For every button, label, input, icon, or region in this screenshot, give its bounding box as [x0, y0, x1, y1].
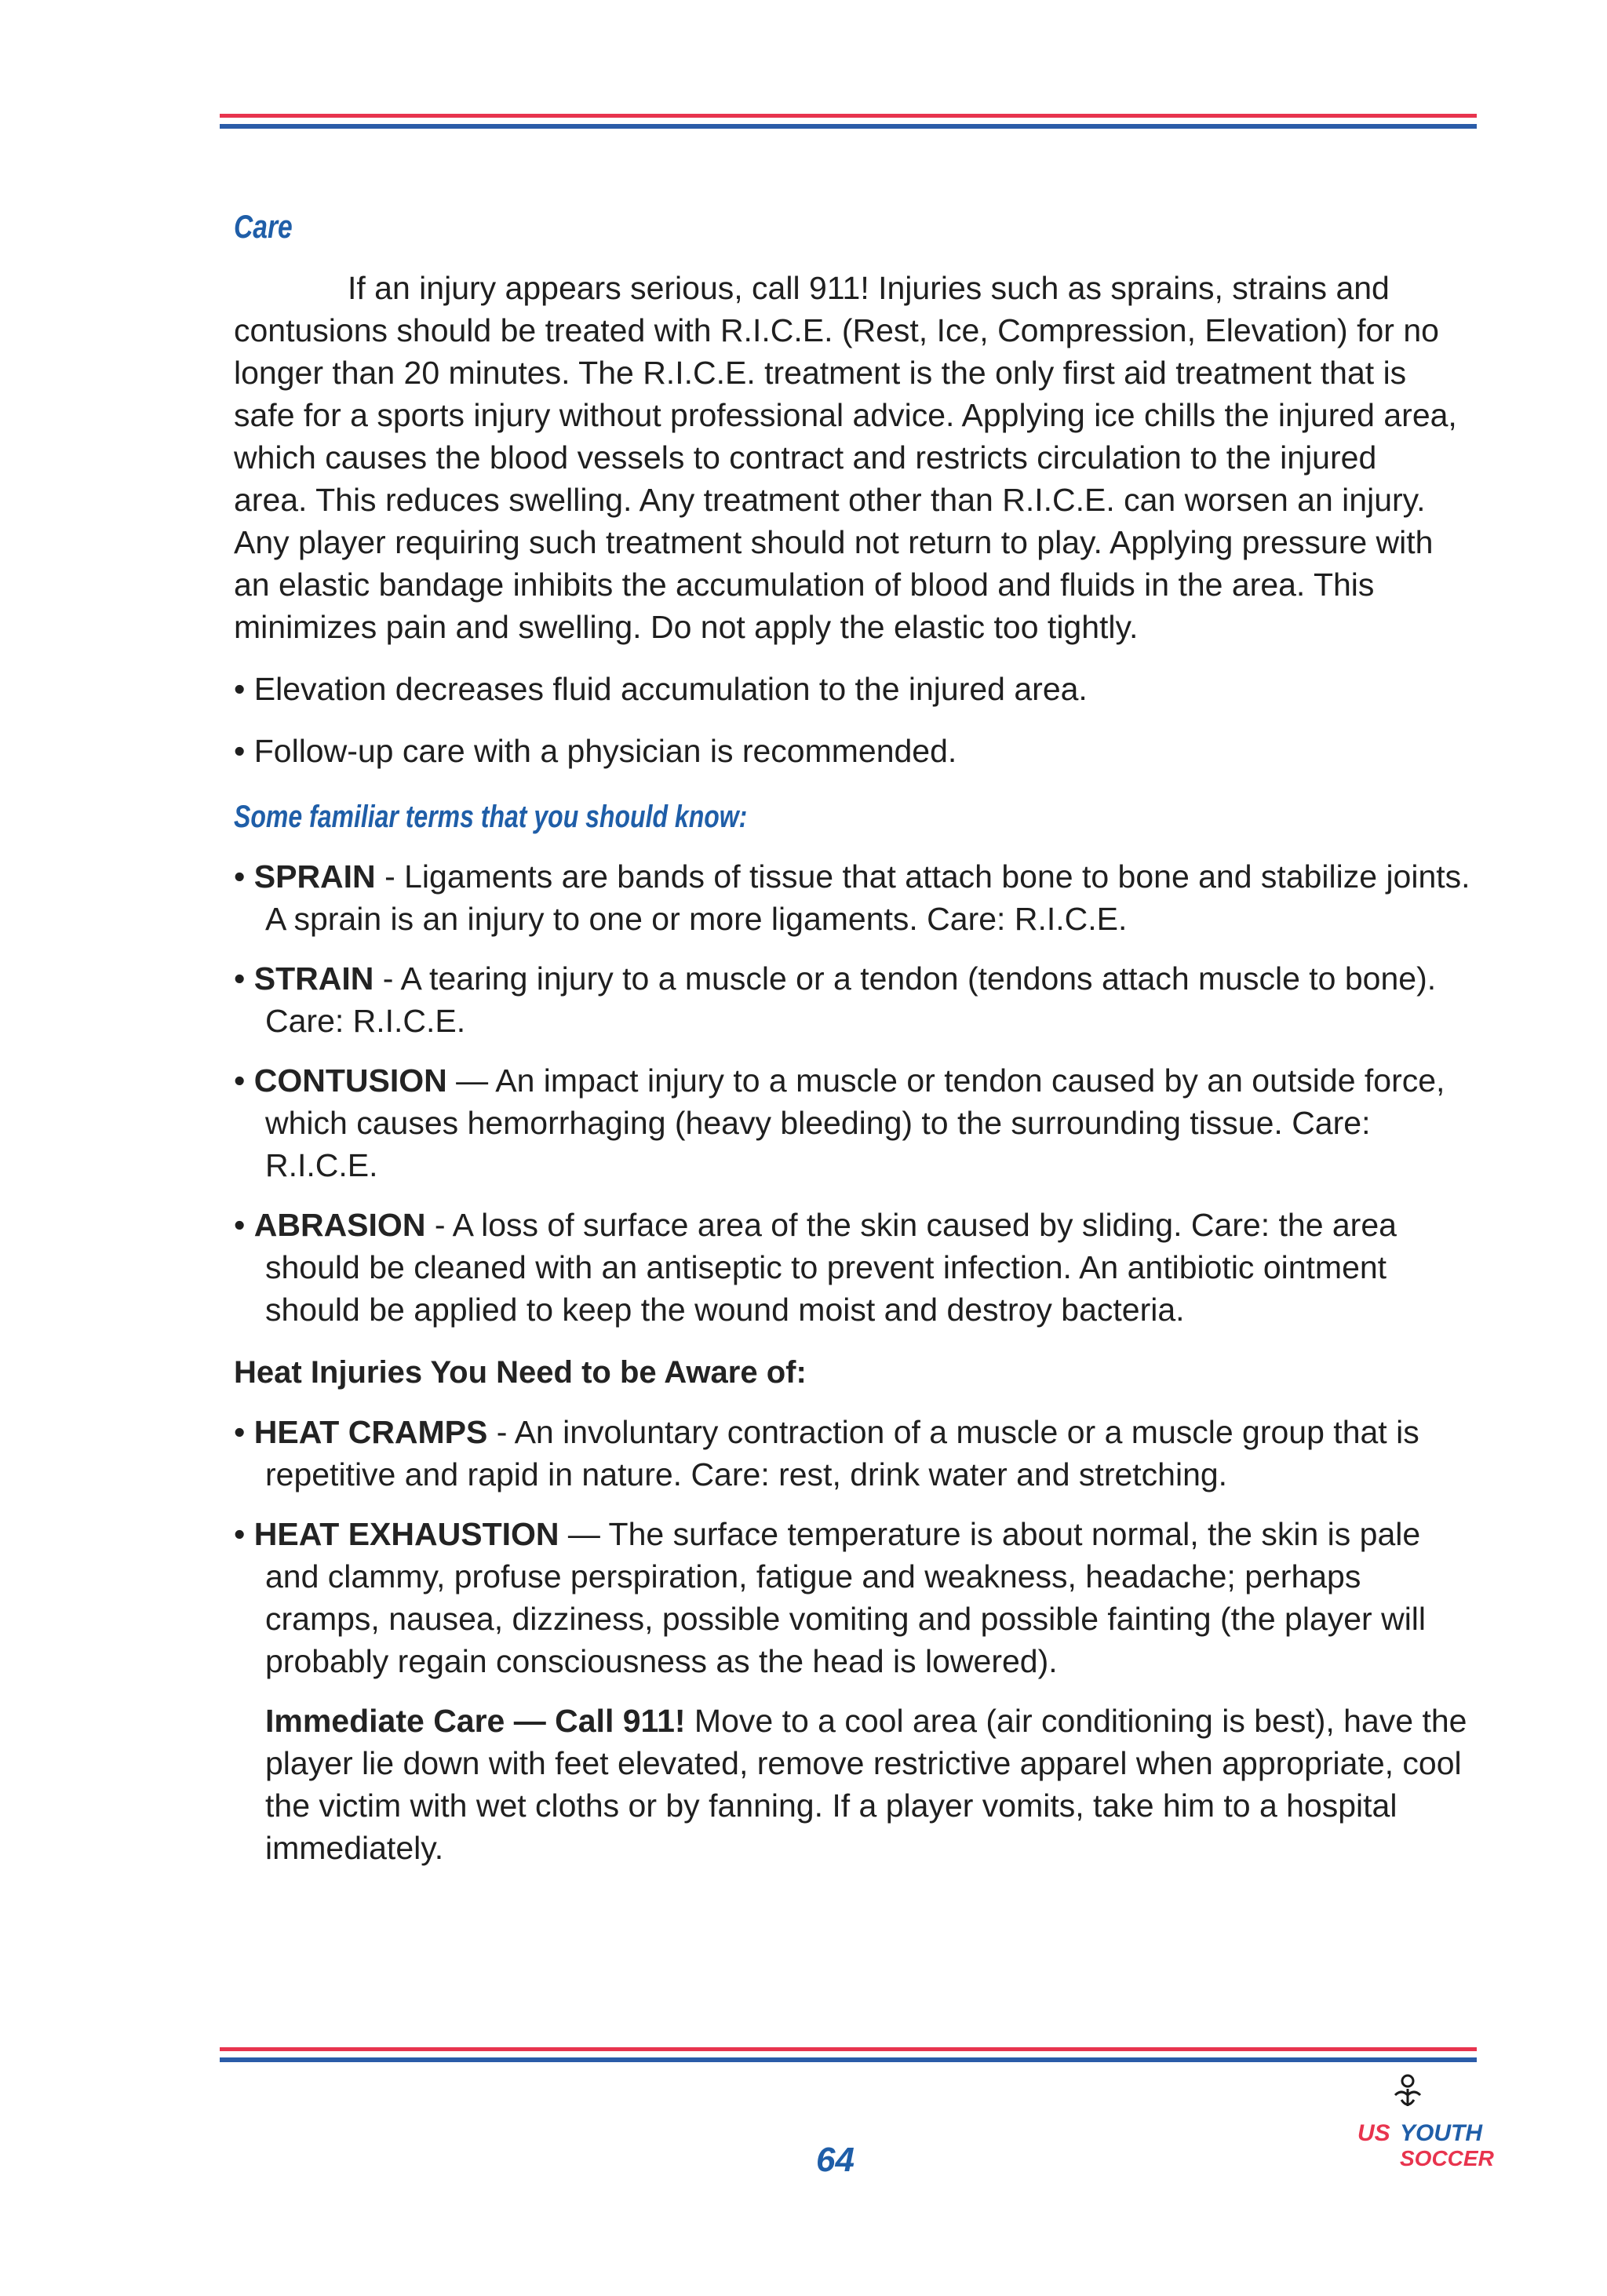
- term-label: HEAT CRAMPS: [253, 1414, 488, 1450]
- footer-rule: [220, 2047, 1477, 2062]
- heat-injuries-heading: Heat Injuries You Need to be Aware of:: [234, 1355, 807, 1390]
- term-heat-cramps: • HEAT CRAMPS - An involuntary contraction of a muscle or a muscle group that is repetitive and rapid in nature. Care: rest, drink water and stretching.: [234, 1414, 1419, 1492]
- term-sprain: • SPRAIN - Ligaments are bands of tissue that attach bone to bone and stabilize joints. A sprain is an injury to one or more ligaments. Care: R.I.C.E.: [234, 858, 1470, 937]
- bullet-follow-up: • Follow-up care with a physician is recommended.: [234, 733, 957, 769]
- immediate-care-label: Immediate Care — Call 911!: [265, 1703, 686, 1739]
- page-content: [234, 206, 1481, 1869]
- logo-text-soccer: SOCCER: [1400, 2146, 1494, 2170]
- page-number: 64: [816, 2141, 855, 2179]
- term-label: STRAIN: [253, 960, 374, 997]
- us-youth-soccer-logo: [1351, 2072, 1494, 2189]
- immediate-care: Immediate Care — Call 911! Move to a cool area (air conditioning is best), have the player lie down with feet elevated, remove restrictive apparel when appropriate, cool the victim with wet cloths or by fanning. If a player vomits, take him to a hospital immediately.: [265, 1703, 1467, 1866]
- logo-text-youth: YOUTH: [1400, 2120, 1482, 2146]
- care-paragraph: If an injury appears serious, call 911! Injuries such as sprains, strains and contusions should be treated with R.I.C.E. (Rest, Ice, Compression, Elevation) for no longer than 20 minutes. The R.I.C.E. treatment is the only first aid treatment that is safe for a sports injury without professional advice. Applying ice chills the injured area, which causes the blood vessels to contract and restricts circulation to the injured area. This reduces swelling. Any treatment other than R.I.C.E. can worsen an injury. Any player requiring such treatment should not return to play. Applying pressure with an elastic bandage inhibits the accumulation of blood and fluids in the area. This minimizes pain and swelling. Do not apply the elastic too tightly.: [234, 270, 1457, 645]
- term-label: HEAT EXHAUSTION: [253, 1516, 559, 1552]
- term-strain: • STRAIN - A tearing injury to a muscle or a tendon (tendons attach muscle to bone). Care: R.I.C.E.: [234, 960, 1437, 1039]
- term-abrasion: • ABRASION - A loss of surface area of the skin caused by sliding. Care: the area should be cleaned with an antiseptic to prevent infection. An antibiotic ointment should be applied to keep the wound moist and destroy bacteria.: [234, 1207, 1397, 1328]
- terms-heading: Some familiar terms that you should know:: [234, 800, 748, 834]
- term-label: ABRASION: [253, 1207, 426, 1243]
- care-heading: Care: [234, 208, 293, 245]
- bullet-elevation: • Elevation decreases fluid accumulation to the injured area.: [234, 671, 1088, 707]
- logo-text-us: US: [1357, 2120, 1390, 2146]
- logo-figure-head: [1402, 2076, 1413, 2086]
- term-contusion: • CONTUSION — An impact injury to a muscle or tendon caused by an outside force, which causes hemorrhaging (heavy bleeding) to the surrounding tissue. Care: R.I.C.E.: [234, 1062, 1445, 1183]
- term-label: SPRAIN: [253, 858, 376, 895]
- header-rule: [220, 114, 1477, 129]
- term-heat-exhaustion: • HEAT EXHAUSTION — The surface temperature is about normal, the skin is pale and clammy, profuse perspiration, fatigue and weakness, headache; perhaps cramps, nausea, dizziness, possible vomiting and possible fainting (the player will probably regain consciousness as the head is lowered).: [234, 1516, 1427, 1679]
- term-label: CONTUSION: [253, 1062, 447, 1099]
